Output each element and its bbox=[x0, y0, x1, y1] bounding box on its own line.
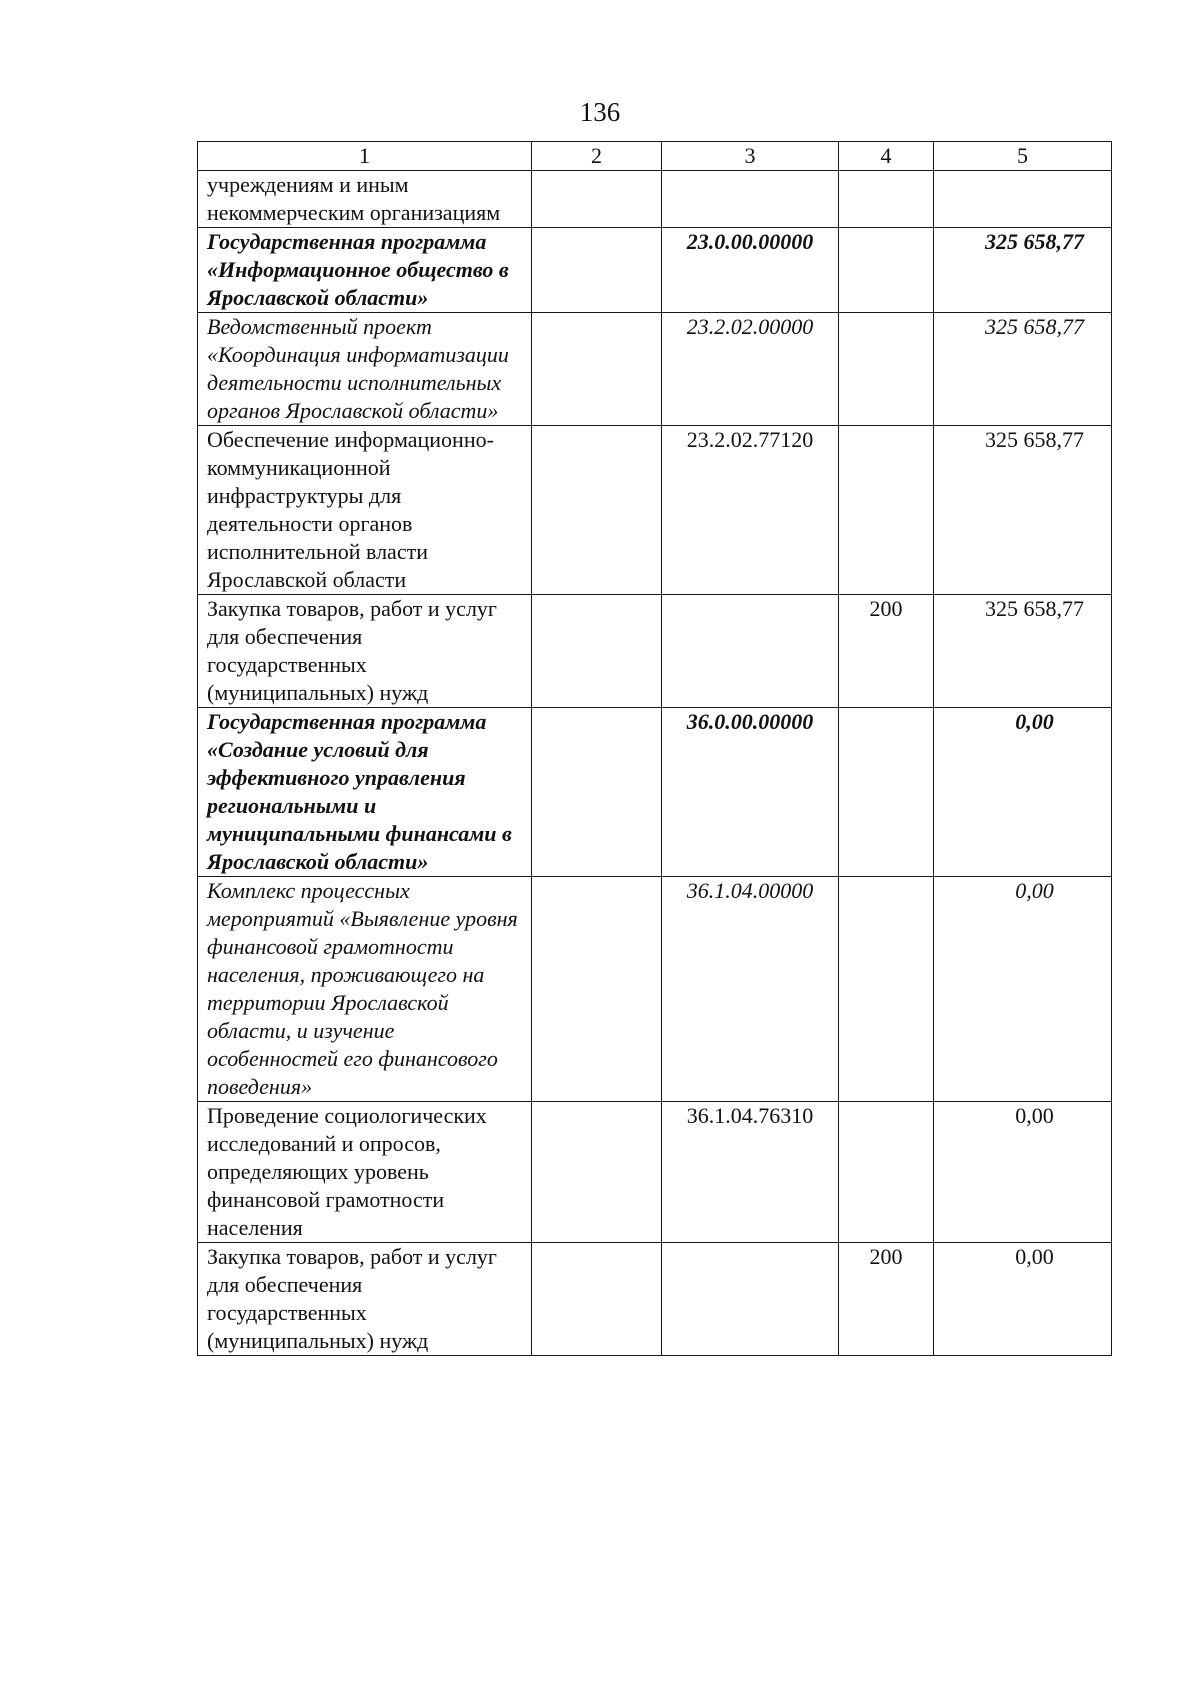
row-amount: 0,00 bbox=[934, 1243, 1112, 1356]
row-amount: 325 658,77 bbox=[934, 313, 1112, 426]
row-code bbox=[662, 595, 839, 708]
table-row bbox=[198, 877, 1112, 1102]
row-code bbox=[662, 1243, 839, 1356]
row-type bbox=[839, 1102, 934, 1243]
row-code: 23.0.00.00000 bbox=[662, 228, 839, 313]
row-code: 36.1.04.76310 bbox=[662, 1102, 839, 1243]
row-name: Закупка товаров, работ и услуг для обеспечения государственных (муниципальных) нужд bbox=[198, 1243, 532, 1356]
row-name: Комплекс процессных мероприятий «Выявление уровня финансовой грамотности населения, проживающего на территории Ярославской области, и изучение особенностей его финансового поведения» bbox=[198, 877, 532, 1102]
row-name: Государственная программа «Создание условий для эффективного управления региональными и муниципальными финансами в Ярославской области» bbox=[198, 708, 532, 877]
header-col-1: 1 bbox=[198, 142, 532, 171]
row-col2 bbox=[532, 228, 662, 313]
page-number: 136 bbox=[579, 97, 621, 127]
table-body bbox=[198, 171, 1112, 1356]
row-amount: 0,00 bbox=[934, 877, 1112, 1102]
row-amount: 325 658,77 bbox=[934, 228, 1112, 313]
row-type bbox=[839, 708, 934, 877]
row-col2 bbox=[532, 313, 662, 426]
row-name: Обеспечение информационно-коммуникационной инфраструктуры для деятельности органов исполнительной власти Ярославской области bbox=[198, 426, 532, 595]
row-type bbox=[839, 877, 934, 1102]
table-header bbox=[198, 142, 1112, 171]
row-code bbox=[662, 171, 839, 228]
header-col-5: 5 bbox=[934, 142, 1112, 171]
row-code: 23.2.02.00000 bbox=[662, 313, 839, 426]
row-type bbox=[839, 171, 934, 228]
budget-table bbox=[197, 141, 1112, 1356]
table-row bbox=[198, 1243, 1112, 1356]
row-name: Государственная программа «Информационное общество в Ярославской области» bbox=[198, 228, 532, 313]
header-col-3: 3 bbox=[662, 142, 839, 171]
table-row bbox=[198, 171, 1112, 228]
header-col-2: 2 bbox=[532, 142, 662, 171]
table-row bbox=[198, 1102, 1112, 1243]
row-col2 bbox=[532, 708, 662, 877]
table-row bbox=[198, 708, 1112, 877]
row-amount: 325 658,77 bbox=[934, 595, 1112, 708]
row-col2 bbox=[532, 595, 662, 708]
row-name: Закупка товаров, работ и услуг для обеспечения государственных (муниципальных) нужд bbox=[198, 595, 532, 708]
row-col2 bbox=[532, 171, 662, 228]
row-col2 bbox=[532, 1243, 662, 1356]
row-amount bbox=[934, 171, 1112, 228]
row-name: учреждениям и иным некоммерческим организациям bbox=[198, 171, 532, 228]
table-row bbox=[198, 313, 1112, 426]
row-name: Ведомственный проект «Координация информатизации деятельности исполнительных органов Ярославской области» bbox=[198, 313, 532, 426]
row-code: 23.2.02.77120 bbox=[662, 426, 839, 595]
row-type bbox=[839, 426, 934, 595]
row-type bbox=[839, 228, 934, 313]
row-col2 bbox=[532, 1102, 662, 1243]
header-row bbox=[198, 142, 1112, 171]
row-code: 36.1.04.00000 bbox=[662, 877, 839, 1102]
row-amount: 0,00 bbox=[934, 708, 1112, 877]
row-type bbox=[839, 313, 934, 426]
row-code: 36.0.00.00000 bbox=[662, 708, 839, 877]
row-type: 200 bbox=[839, 595, 934, 708]
table-row bbox=[198, 228, 1112, 313]
row-amount: 0,00 bbox=[934, 1102, 1112, 1243]
row-amount: 325 658,77 bbox=[934, 426, 1112, 595]
table-row bbox=[198, 595, 1112, 708]
row-type: 200 bbox=[839, 1243, 934, 1356]
row-col2 bbox=[532, 877, 662, 1102]
row-name: Проведение социологических исследований и опросов, определяющих уровень финансовой грамотности населения bbox=[198, 1102, 532, 1243]
row-col2 bbox=[532, 426, 662, 595]
header-col-4: 4 bbox=[839, 142, 934, 171]
table-row bbox=[198, 426, 1112, 595]
